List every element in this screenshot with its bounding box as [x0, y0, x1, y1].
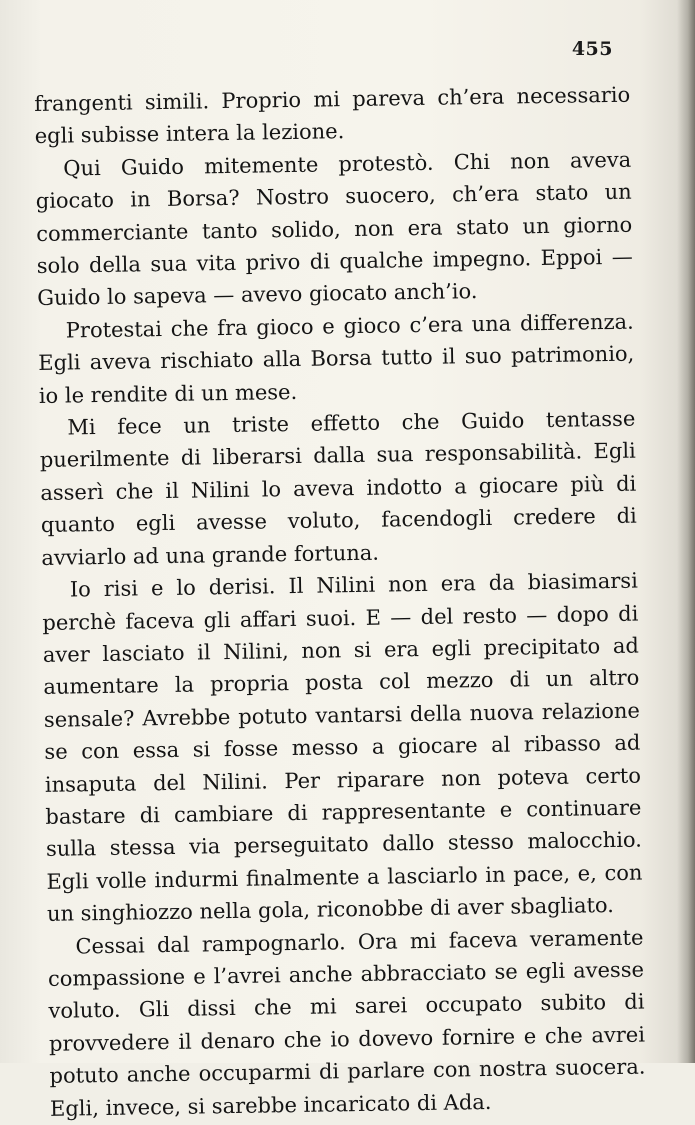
page-binding-shadow: [677, 0, 695, 1063]
body-text: [34, 79, 646, 1125]
paragraph: Mi fece un triste effetto che Guido tentasse puerilmente di liberarsi dalla sua responsabilità. Egli asserì che il Nilini lo aveva indotto a giocare più di quanto egli avesse voluto, facendogli credere di avviarlo ad una grande fortuna.: [39, 406, 637, 570]
paragraph: Protestai che fra gioco e gioco c’era una differenza. Egli aveva rischiato alla Borsa tutto il suo patrimonio, io le rendite di un mese.: [38, 309, 635, 408]
paragraph: Io risi e lo derisi. Il Nilini non era da biasimarsi perchè faceva gli affari suoi. E — del resto — dopo di aver lasciato il Nilini, non si era egli precipitato ad aumentare la propria posta col mezzo di un altro sensale? Avrebbe potuto vantarsi della nuova relazione se con essa si fosse messo a giocare al ribasso ad insaputa del Nilini. Per riparare non poteva certo bastare di cambiare di rappresentante e continuare sulla stessa via perseguitato dallo stesso malocchio. Egli volle indurmi finalmente a lasciarlo in pace, e, con un singhiozzo nella gola, riconobbe di aver sbagliato.: [42, 568, 643, 927]
paragraph: Cessai dal rampognarlo. Ora mi faceva veramente compassione e l’avrei anche abbracciato se egli avesse voluto. Gli dissi che mi sarei occupato subito di provvedere il denaro che io dovevo fornire e che avrei potuto anche occuparmi di parlare con nostra suocera. Egli, invece, si sarebbe incaricato di Ada.: [47, 925, 646, 1121]
paragraph: Qui Guido mitemente protestò. Chi non aveva giocato in Borsa? Nostro suocero, ch’era stato un commerciante tanto solido, non era stato un giorno solo della sua vita privo di qualche impegno. Eppoi — Guido lo sapeva — avevo giocato anch’io.: [35, 147, 633, 311]
page-number: 455: [571, 38, 613, 60]
paragraph: frangenti simili. Proprio mi pareva ch’era necessario egli subisse intera la lezione.: [34, 82, 631, 149]
